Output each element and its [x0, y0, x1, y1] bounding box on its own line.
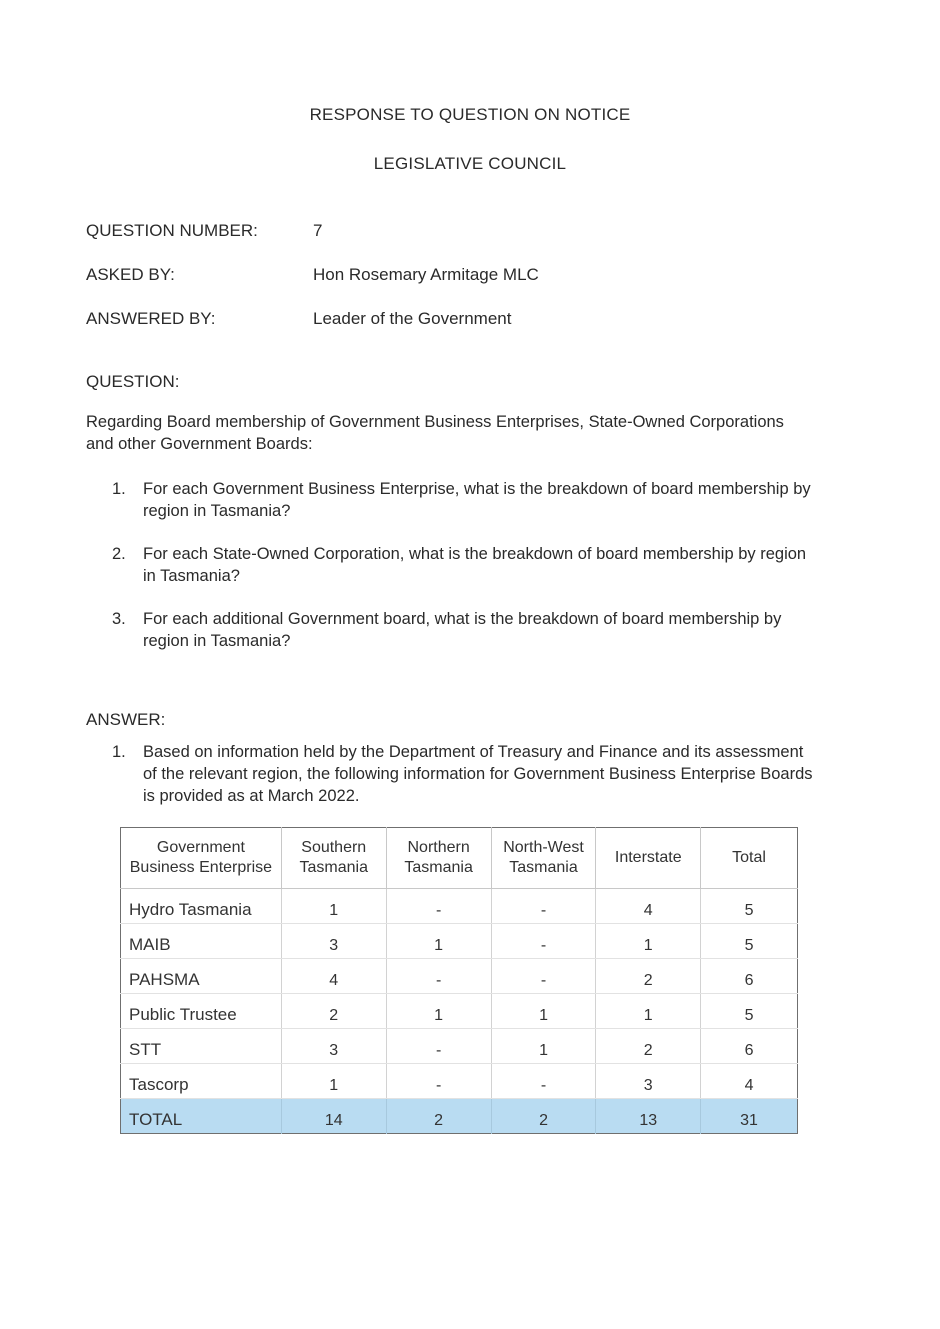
asked-by-value: Hon Rosemary Armitage MLC — [313, 265, 539, 284]
table-cell: 1 — [596, 924, 701, 959]
table-row — [121, 994, 798, 1029]
table-row — [121, 889, 798, 924]
table-cell: 2 — [386, 1099, 491, 1134]
table-cell: Public Trustee — [121, 994, 282, 1029]
table-cell: 2 — [596, 1029, 701, 1064]
table-row — [121, 959, 798, 994]
item-text: For each additional Government board, what is the breakdown of board membership by region in Tasmania? — [143, 610, 782, 650]
table-cell: - — [386, 889, 491, 924]
item-text: For each State-Owned Corporation, what is the breakdown of board membership by region in Tasmania? — [143, 545, 807, 585]
answered-by-label: ANSWERED BY: — [86, 309, 216, 328]
column-header: Interstate — [596, 828, 701, 889]
item-number: 1. — [112, 743, 126, 761]
table-cell: STT — [121, 1029, 282, 1064]
table-cell: 2 — [281, 994, 386, 1029]
table-cell: TOTAL — [121, 1099, 282, 1134]
table-cell: 5 — [701, 994, 798, 1029]
item-text: For each Government Business Enterprise, what is the breakdown of board membership by region in Tasmania? — [143, 480, 811, 520]
table-cell: 2 — [491, 1099, 596, 1134]
table-cell: 31 — [701, 1099, 798, 1134]
table-cell: 2 — [596, 959, 701, 994]
table-cell: 1 — [281, 1064, 386, 1099]
item-number: 2. — [112, 545, 126, 563]
item-number: 1. — [112, 480, 126, 498]
table-cell: - — [491, 924, 596, 959]
asked-by-label: ASKED BY: — [86, 265, 175, 284]
table-cell: - — [386, 1029, 491, 1064]
table-cell: 3 — [281, 1029, 386, 1064]
table-row — [121, 1029, 798, 1064]
table-cell: - — [491, 889, 596, 924]
table-cell: 4 — [701, 1064, 798, 1099]
table-cell: 4 — [281, 959, 386, 994]
column-header: Southern Tasmania — [281, 828, 386, 889]
table-cell: 5 — [701, 924, 798, 959]
table-cell: 3 — [281, 924, 386, 959]
board-membership-table — [120, 827, 798, 1134]
table-cell: - — [491, 959, 596, 994]
table-cell: MAIB — [121, 924, 282, 959]
table-total-row — [121, 1099, 798, 1134]
table-cell: - — [491, 1064, 596, 1099]
table-cell: 1 — [491, 1029, 596, 1064]
table-cell: 5 — [701, 889, 798, 924]
table-cell: - — [386, 1064, 491, 1099]
table-cell: 1 — [491, 994, 596, 1029]
table-cell: 1 — [596, 994, 701, 1029]
table-header-row — [121, 828, 798, 889]
table-cell: 1 — [386, 994, 491, 1029]
table-cell: 3 — [596, 1064, 701, 1099]
table-cell: - — [386, 959, 491, 994]
question-number-value: 7 — [313, 221, 323, 240]
table-cell: PAHSMA — [121, 959, 282, 994]
answer-heading: ANSWER: — [86, 710, 166, 729]
table-cell: Hydro Tasmania — [121, 889, 282, 924]
column-header: North-West Tasmania — [491, 828, 596, 889]
document-title: RESPONSE TO QUESTION ON NOTICE — [309, 105, 631, 124]
item-text: Based on information held by the Department of Treasury and Finance and its assessment of the relevant region, the following information for Government Business Enterprise Boards is provided as at March 2022. — [143, 743, 813, 805]
table-cell: 4 — [596, 889, 701, 924]
column-header: Government Business Enterprise — [121, 828, 282, 889]
table-cell: 13 — [596, 1099, 701, 1134]
question-number-label: QUESTION NUMBER: — [86, 221, 258, 240]
item-number: 3. — [112, 610, 126, 628]
table-cell: 6 — [701, 1029, 798, 1064]
table-cell: Tascorp — [121, 1064, 282, 1099]
table-cell: 1 — [281, 889, 386, 924]
table-cell: 1 — [386, 924, 491, 959]
table-cell: 14 — [281, 1099, 386, 1134]
table-cell: 6 — [701, 959, 798, 994]
document-subtitle: LEGISLATIVE COUNCIL — [373, 154, 567, 173]
column-header: Northern Tasmania — [386, 828, 491, 889]
table-row — [121, 1064, 798, 1099]
question-heading: QUESTION: — [86, 372, 180, 391]
table-row — [121, 924, 798, 959]
question-intro: Regarding Board membership of Government Business Enterprises, State-Owned Corporations and other Government Boards: — [86, 413, 784, 453]
column-header: Total — [701, 828, 798, 889]
answered-by-value: Leader of the Government — [313, 309, 512, 328]
